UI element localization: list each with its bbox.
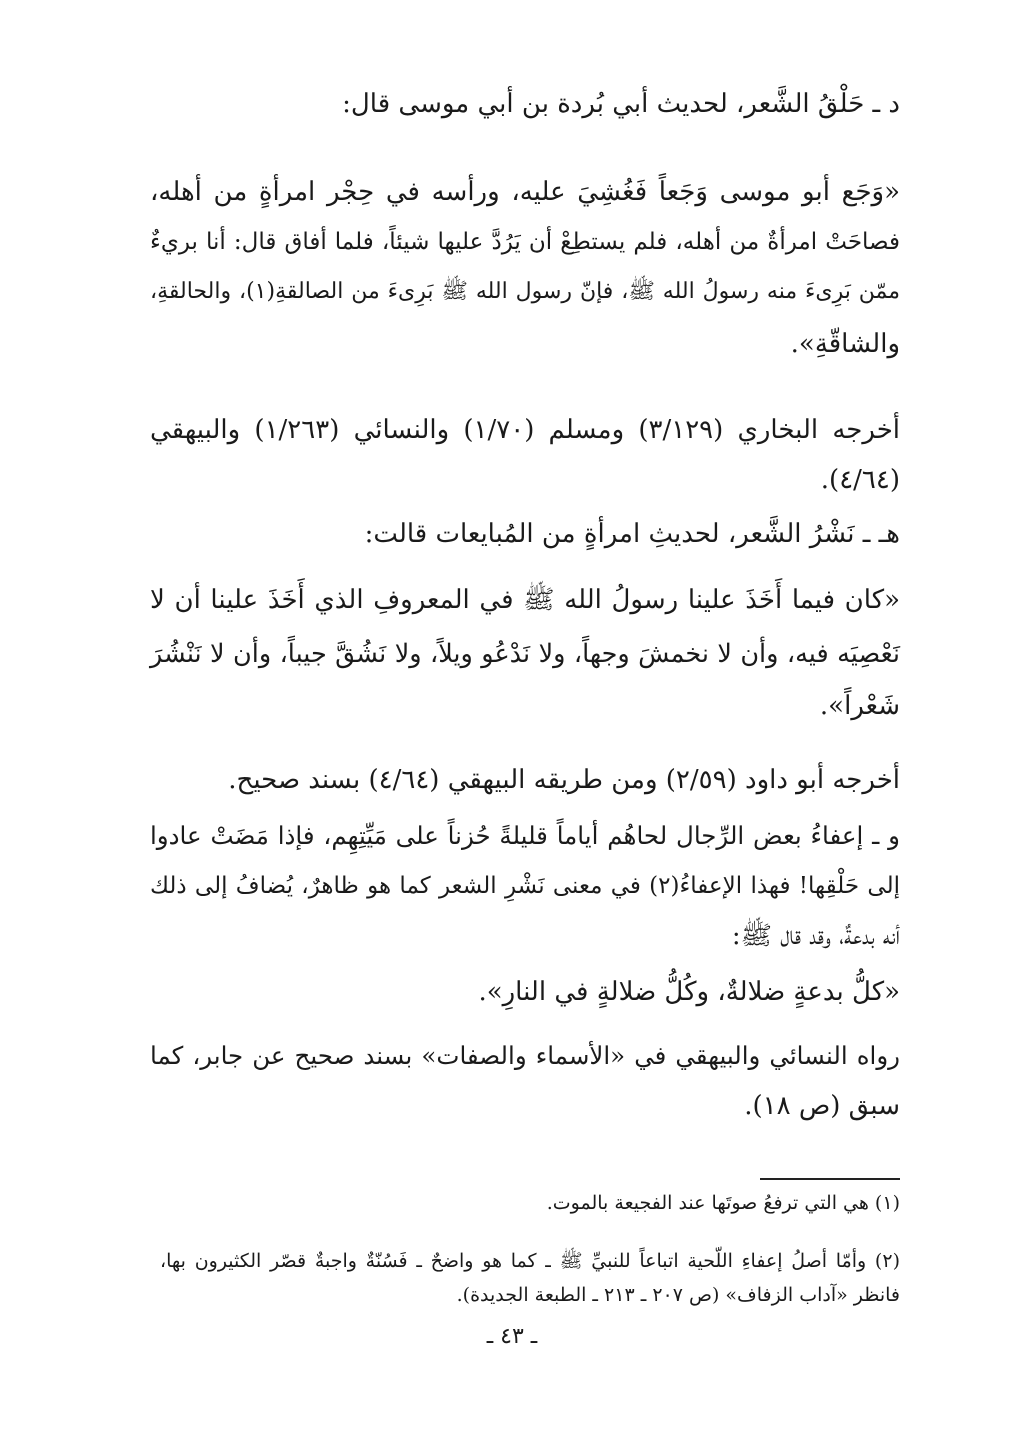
footnote-2-continued: فانظر «آداب الزفاف» (ص ٢٠٧ ـ ٢١٣ ـ الطبعة الجديدة). bbox=[456, 1284, 900, 1306]
takhrij-line: رواه النسائي والبيهقي في «الأسماء والصفات» بسند صحيح عن جابر، كما bbox=[150, 1041, 900, 1070]
takhrij-line: (٤/٦٤). bbox=[820, 465, 900, 495]
hadith-line: نَعْصِيَه فيه، وأن لا نخمشَ وجهاً، ولا نَدْعُو ويلاً، ولا نَشُقَّ جيباً، وأن لا نَنْشُرَ bbox=[150, 639, 900, 669]
page-number: ـ ٤٣ ـ bbox=[486, 1324, 538, 1349]
takhrij-line: سبق (ص ١٨). bbox=[744, 1091, 900, 1121]
takhrij-line: أخرجه البخاري (٣/١٢٩) ومسلم (١/٧٠) والنسائي (١/٢٦٣) والبيهقي bbox=[150, 415, 901, 445]
hadith-line: والشاقّةِ». bbox=[790, 329, 900, 359]
hadith-line: ممّن بَرِىءَ منه رسولُ الله ﷺ، فإنّ رسول الله ﷺ بَرِىءَ من الصالقةِ(١)، والحالقةِ، bbox=[150, 279, 901, 304]
hadith-line: «كلُّ بدعةٍ ضلالةٌ، وكُلُّ ضلالةٍ في النارِ». bbox=[478, 977, 900, 1007]
footnote-2: (٢) وأمّا أصلُ إعفاءِ اللّحية اتباعاً للنبيِّ ﷺ ـ كما هو واضحٌ ـ فَسُنّةٌ واجبةٌ قصّر الكثيرون بها، bbox=[160, 1250, 900, 1272]
hadith-line: شَعْراً». bbox=[819, 691, 900, 721]
footnote-separator bbox=[760, 1178, 900, 1180]
footnote-1: (١) هي التي ترفعُ صوتَها عند الفجيعة بالموت. bbox=[546, 1192, 900, 1214]
hadith-line: «وَجَع أبو موسى وَجَعاً فَغُشِيَ عليه، ورأسه في حِجْر امرأةٍ من أهله، bbox=[150, 177, 900, 207]
section-heading-h: هـ ـ نَشْرُ الشَّعر، لحديثِ امرأةٍ من المُبايعات قالت: bbox=[364, 519, 900, 549]
takhrij-line: أخرجه أبو داود (٢/٥٩) ومن طريقه البيهقي (٤/٦٤) بسند صحيح. bbox=[228, 765, 900, 795]
hadith-line: «كان فيما أَخَذَ علينا رسولُ الله ﷺ في المعروفِ الذي أَخَذَ علينا أن لا bbox=[150, 585, 900, 615]
section-paragraph-w: و ـ إعفاءُ بعض الرِّجال لحاهُم أياماً قليلةً حُزناً على مَيِّتِهِم، فإذا مَضَتْ عادوا bbox=[150, 821, 900, 850]
section-heading-d: د ـ حَلْقُ الشَّعر، لحديث أبي بُردة بن أبي موسى قال: bbox=[342, 89, 900, 119]
section-paragraph-w: إلى حَلْقِها! فهذا الإعفاءُ(٢) في معنى نَشْرِ الشعر كما هو ظاهرٌ، يُضافُ إلى ذلك bbox=[150, 873, 900, 899]
hadith-line: فصاحَتْ امرأةٌ من أهله، فلم يستطِعْ أن يَرُدَّ عليها شيئاً، فلما أفاق قال: أنا بريءٌ bbox=[150, 229, 900, 255]
section-paragraph-w: أنه بدعةٌ، وقد قال ﷺ: bbox=[731, 921, 900, 951]
